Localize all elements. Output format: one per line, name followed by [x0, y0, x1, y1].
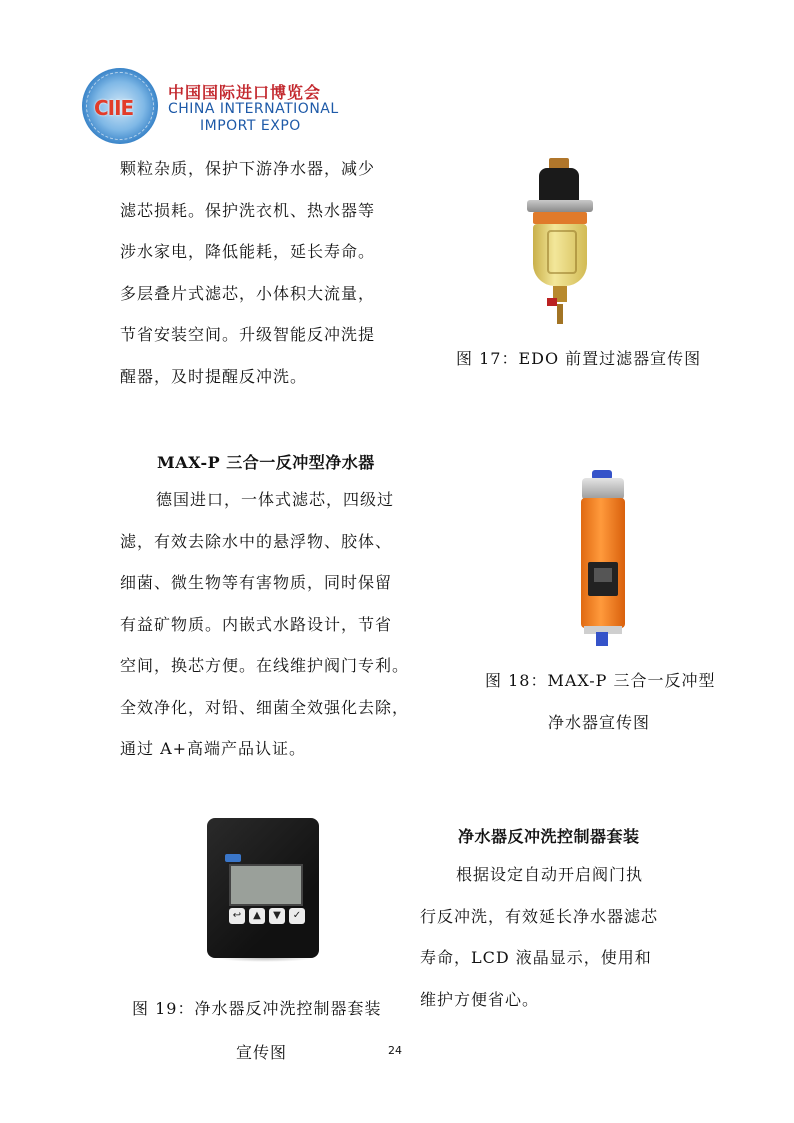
text-line: 德国进口，一体式滤芯，四级过 — [156, 490, 395, 509]
logo-english-line2: IMPORT EXPO — [200, 118, 301, 134]
text-line: 涉水家电，降低能耗，延长寿命。 — [120, 242, 376, 261]
section3-paragraph — [420, 854, 658, 1020]
text-line: 滤芯损耗。保护洗衣机、热水器等 — [120, 200, 376, 220]
maxp-heading: MAX-P 三合一反冲型净水器 — [157, 453, 375, 472]
back-icon: ↩ — [229, 908, 245, 924]
text-line: 滤，有效去除水中的悬浮物、胶体、 — [120, 531, 393, 551]
controller-heading: 净水器反冲洗控制器套装 — [458, 827, 640, 846]
logo-chinese-name: 中国国际进口博览会 — [168, 83, 322, 102]
backwash-controller-image — [203, 812, 323, 962]
text-line: 行反冲洗，有效延长净水器滤芯 — [420, 906, 659, 926]
figure-19-caption-line2: 宣传图 — [236, 1043, 288, 1062]
text-line: 通过 A+高端产品认证。 — [120, 739, 307, 758]
logo-english-line1: CHINA INTERNATIONAL — [168, 101, 339, 117]
maxp-filter-image — [568, 470, 638, 650]
text-line: 根据设定自动开启阀门执 — [456, 865, 644, 884]
section2-paragraph — [120, 479, 409, 770]
figure-18-caption-line2: 净水器宣传图 — [548, 713, 651, 732]
ciie-logo — [82, 68, 352, 148]
figure-17-caption: 图 17：EDO 前置过滤器宣传图 — [456, 349, 702, 368]
text-line: 多层叠片式滤芯，小体积大流量， — [120, 283, 376, 303]
text-line: 醒器，及时提醒反冲洗。 — [120, 366, 308, 386]
text-line: 空间，换芯方便。在线维护阀门专利。 — [120, 656, 410, 675]
text-line: 颗粒杂质，保护下游净水器，减少 — [120, 159, 376, 178]
edo-prefilter-image — [525, 158, 595, 328]
text-line: 维护方便省心。 — [420, 989, 540, 1009]
check-icon: ✓ — [289, 908, 305, 924]
figure-19-caption-line1: 图 19：净水器反冲洗控制器套装 — [132, 999, 382, 1018]
text-line: 有益矿物质。内嵌式水路设计，节省 — [120, 614, 393, 634]
text-line: 细菌、微生物等有害物质，同时保留 — [120, 573, 393, 592]
ciie-seal-icon — [82, 68, 158, 144]
up-arrow-icon: ▲ — [249, 908, 265, 924]
text-line: 寿命，LCD 液晶显示，使用和 — [420, 948, 652, 967]
page-number: 24 — [388, 1044, 402, 1057]
ciie-mark: CIIE — [94, 96, 134, 120]
down-arrow-icon: ▼ — [269, 908, 285, 924]
text-line: 全效净化，对铅、细菌全效强化去除， — [120, 697, 410, 717]
figure-18-caption-line1: 图 18：MAX-P 三合一反冲型 — [485, 671, 716, 690]
section1-paragraph — [120, 148, 375, 397]
text-line: 节省安装空间。升级智能反冲洗提 — [120, 325, 376, 344]
